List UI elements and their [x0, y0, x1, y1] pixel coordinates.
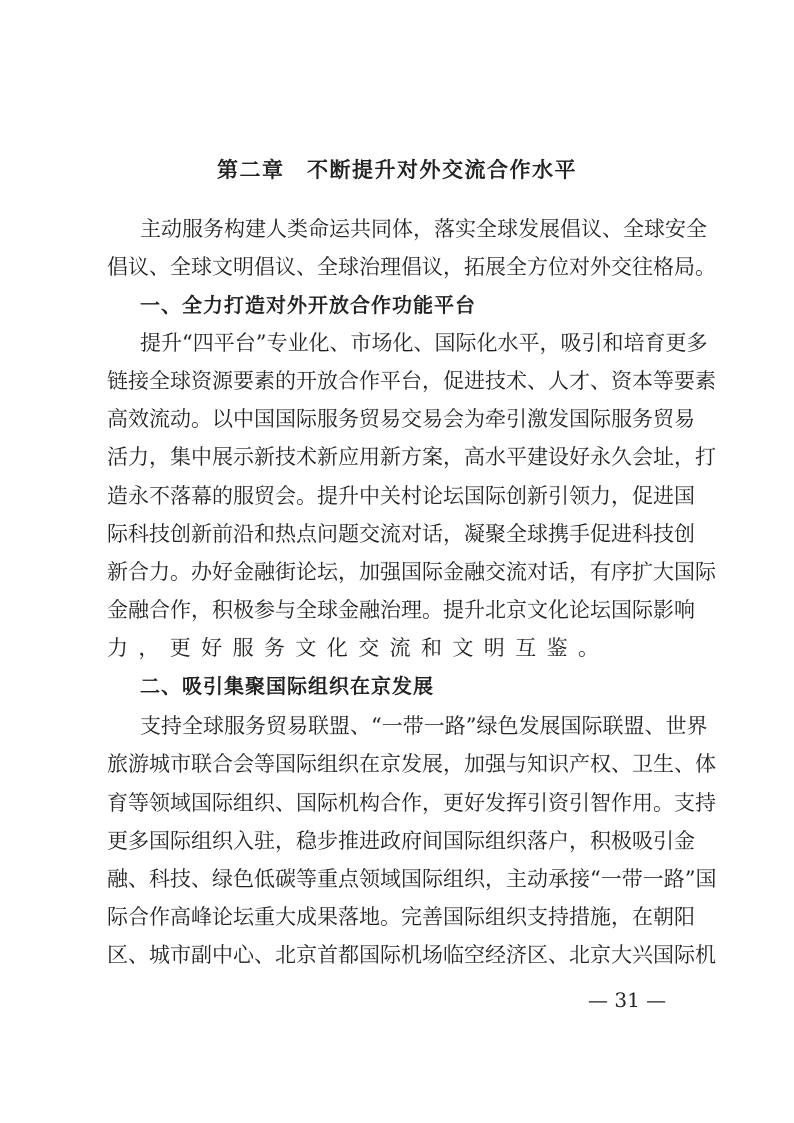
paragraph-line: 更多国际组织入驻，稳步推进政府间国际组织落户，积极吸引金	[107, 829, 695, 853]
paragraph-line: 高效流动。以中国国际服务贸易交易会为牵引激发国际服务贸易	[107, 407, 695, 431]
paragraph-line: 造永不落幕的服贸会。提升中关村论坛国际创新引领力，促进国	[107, 484, 695, 508]
paragraph-line: 育等领域国际组织、国际机构合作，更好发挥引资引智作用。支持	[107, 791, 716, 815]
paragraph-line: 新合力。办好金融街论坛，加强国际金融交流对话，有序扩大国际	[107, 560, 716, 584]
paragraph-line: 倡议、全球文明倡议、全球治理倡议，拓展全方位对外交往格局。	[107, 255, 716, 279]
paragraph-line: 际科技创新前沿和热点问题交流对话，凝聚全球携手促进科技创	[107, 522, 695, 546]
page-number: — 31 —	[588, 988, 667, 1012]
section-heading: 二、吸引集聚国际组织在京发展	[140, 674, 434, 698]
paragraph-line: 融、科技、绿色低碳等重点领域国际组织，主动承接“一带一路”国	[107, 867, 717, 891]
paragraph-line: 支持全球服务贸易联盟、“一带一路”绿色发展国际联盟、世界	[140, 714, 708, 738]
chapter-title: 第二章 不断提升对外交流合作水平	[217, 158, 577, 182]
paragraph-line: 金融合作，积极参与全球金融治理。提升北京文化论坛国际影响	[107, 598, 695, 622]
paragraph-line: 力，更好服务文化交流和文明互鉴。	[107, 636, 610, 660]
paragraph-line: 际合作高峰论坛重大成果落地。完善国际组织支持措施，在朝阳	[107, 905, 695, 929]
paragraph-line: 链接全球资源要素的开放合作平台，促进技术、人才、资本等要素	[107, 369, 716, 393]
paragraph-line: 主动服务构建人类命运共同体，落实全球发展倡议、全球安全	[140, 217, 707, 241]
paragraph-line: 区、城市副中心、北京首都国际机场临空经济区、北京大兴国际机	[107, 943, 716, 967]
section-heading: 一、全力打造对外开放合作功能平台	[140, 293, 476, 317]
paragraph-line: 旅游城市联合会等国际组织在京发展，加强与知识产权、卫生、体	[107, 752, 716, 776]
paragraph-line: 活力，集中展示新技术新应用新方案，高水平建设好永久会址，打	[107, 445, 716, 469]
paragraph-line: 提升“四平台”专业化、市场化、国际化水平，吸引和培育更多	[140, 331, 708, 355]
